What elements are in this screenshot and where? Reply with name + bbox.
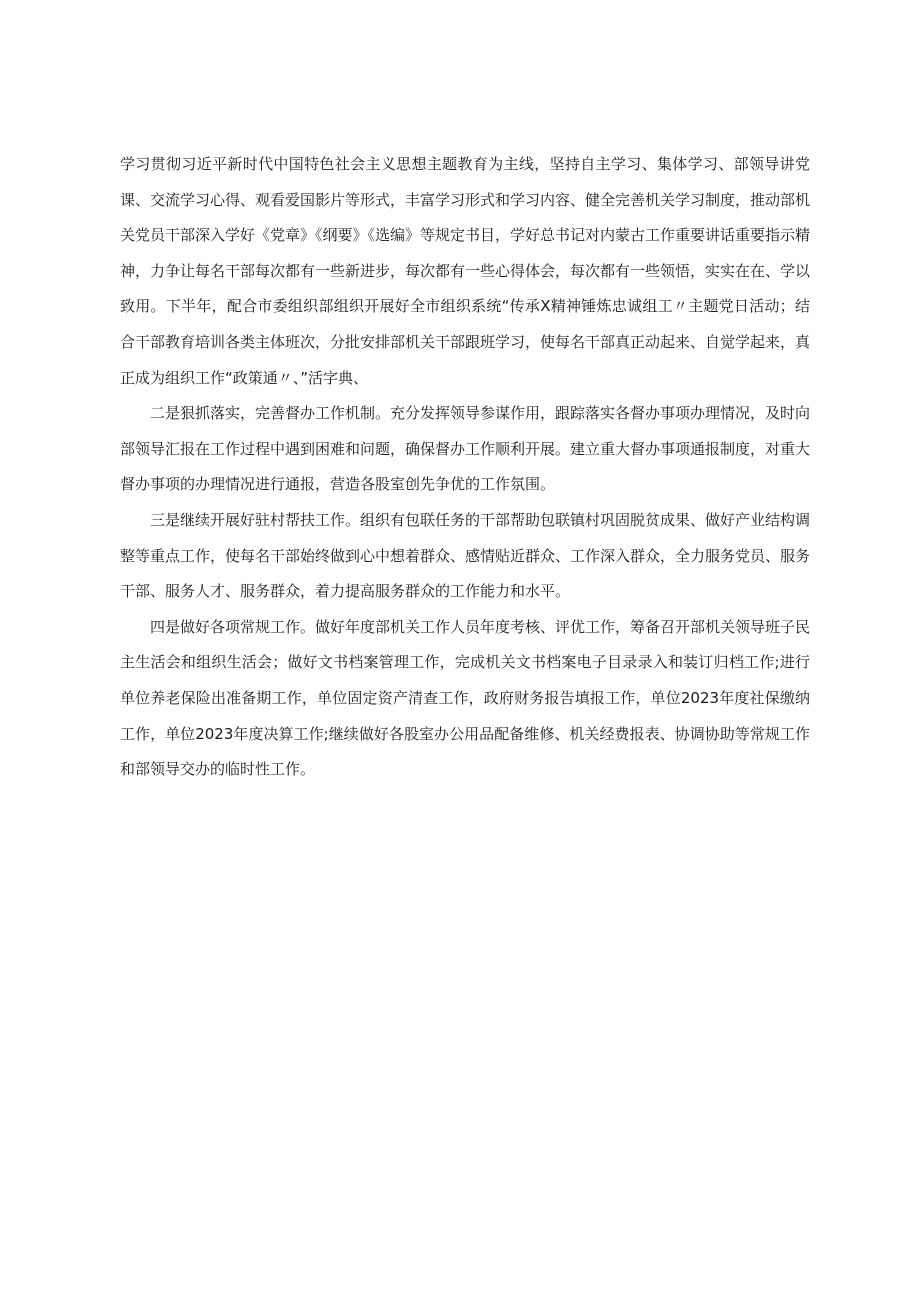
- paragraph-village-assistance: 三是继续开展好驻村帮扶工作。组织有包联任务的干部帮助包联镇村巩固脱贫成果、做好产业结构调整等重点工作，使每名干部始终做到心中想着群众、感情贴近群众、工作深入群众，全力服务党员、服务干部、服务人才、服务群众，着力提高服务群众的工作能力和水平。: [120, 510, 811, 601]
- paragraph-routine-work: 四是做好各项常规工作。做好年度部机关工作人员年度考核、评优工作，筹备召开部机关领导班子民主生活会和组织生活会；做好文书档案管理工作，完成机关文书档案电子目录录入和装订归档工作;进行单位养老保险出准备期工作，单位固定资产清查工作，政府财务报告填报工作，单位2023年度社保缴纳工作，单位2023年度决算工作;继续做好各股室办公用品配备维修、机关经费报表、协调协助等常规工作和部领导交办的临时性工作。: [120, 617, 811, 779]
- paragraph-study: 学习贯彻习近平新时代中国特色社会主义思想主题教育为主线，坚持自主学习、集体学习、部领导讲党课、交流学习心得、观看爱国影片等形式，丰富学习形式和学习内容、健全完善机关学习制度，推动部机关党员干部深入学好《党章》《纲要》《选编》等规定书目，学好总书记对内蒙古工作重要讲话重要指示精神，力争让每名干部每次都有一些新进步，每次都有一些心得体会，每次都有一些领悟，实实在在、学以致用。下半年，配合市委组织部组织开展好全市组织系统“传承X精神锤炼忠诚组工〃主题党日活动；结合干部教育培训各类主体班次，分批安排部机关干部跟班学习，使每名干部真正动起来、自觉学起来，真正成为组织工作“政策通〃、”活字典、: [120, 155, 811, 387]
- document-body: [120, 147, 810, 788]
- paragraph-supervision: 二是狠抓落实，完善督办工作机制。充分发挥领导参谋作用，跟踪落实各督办事项办理情况，及时向部领导汇报在工作过程中遇到困难和问题，确保督办工作顺利开展。建立重大督办事项通报制度，对重大督办事项的办理情况进行通报，营造各股室创先争优的工作氛围。: [120, 404, 811, 494]
